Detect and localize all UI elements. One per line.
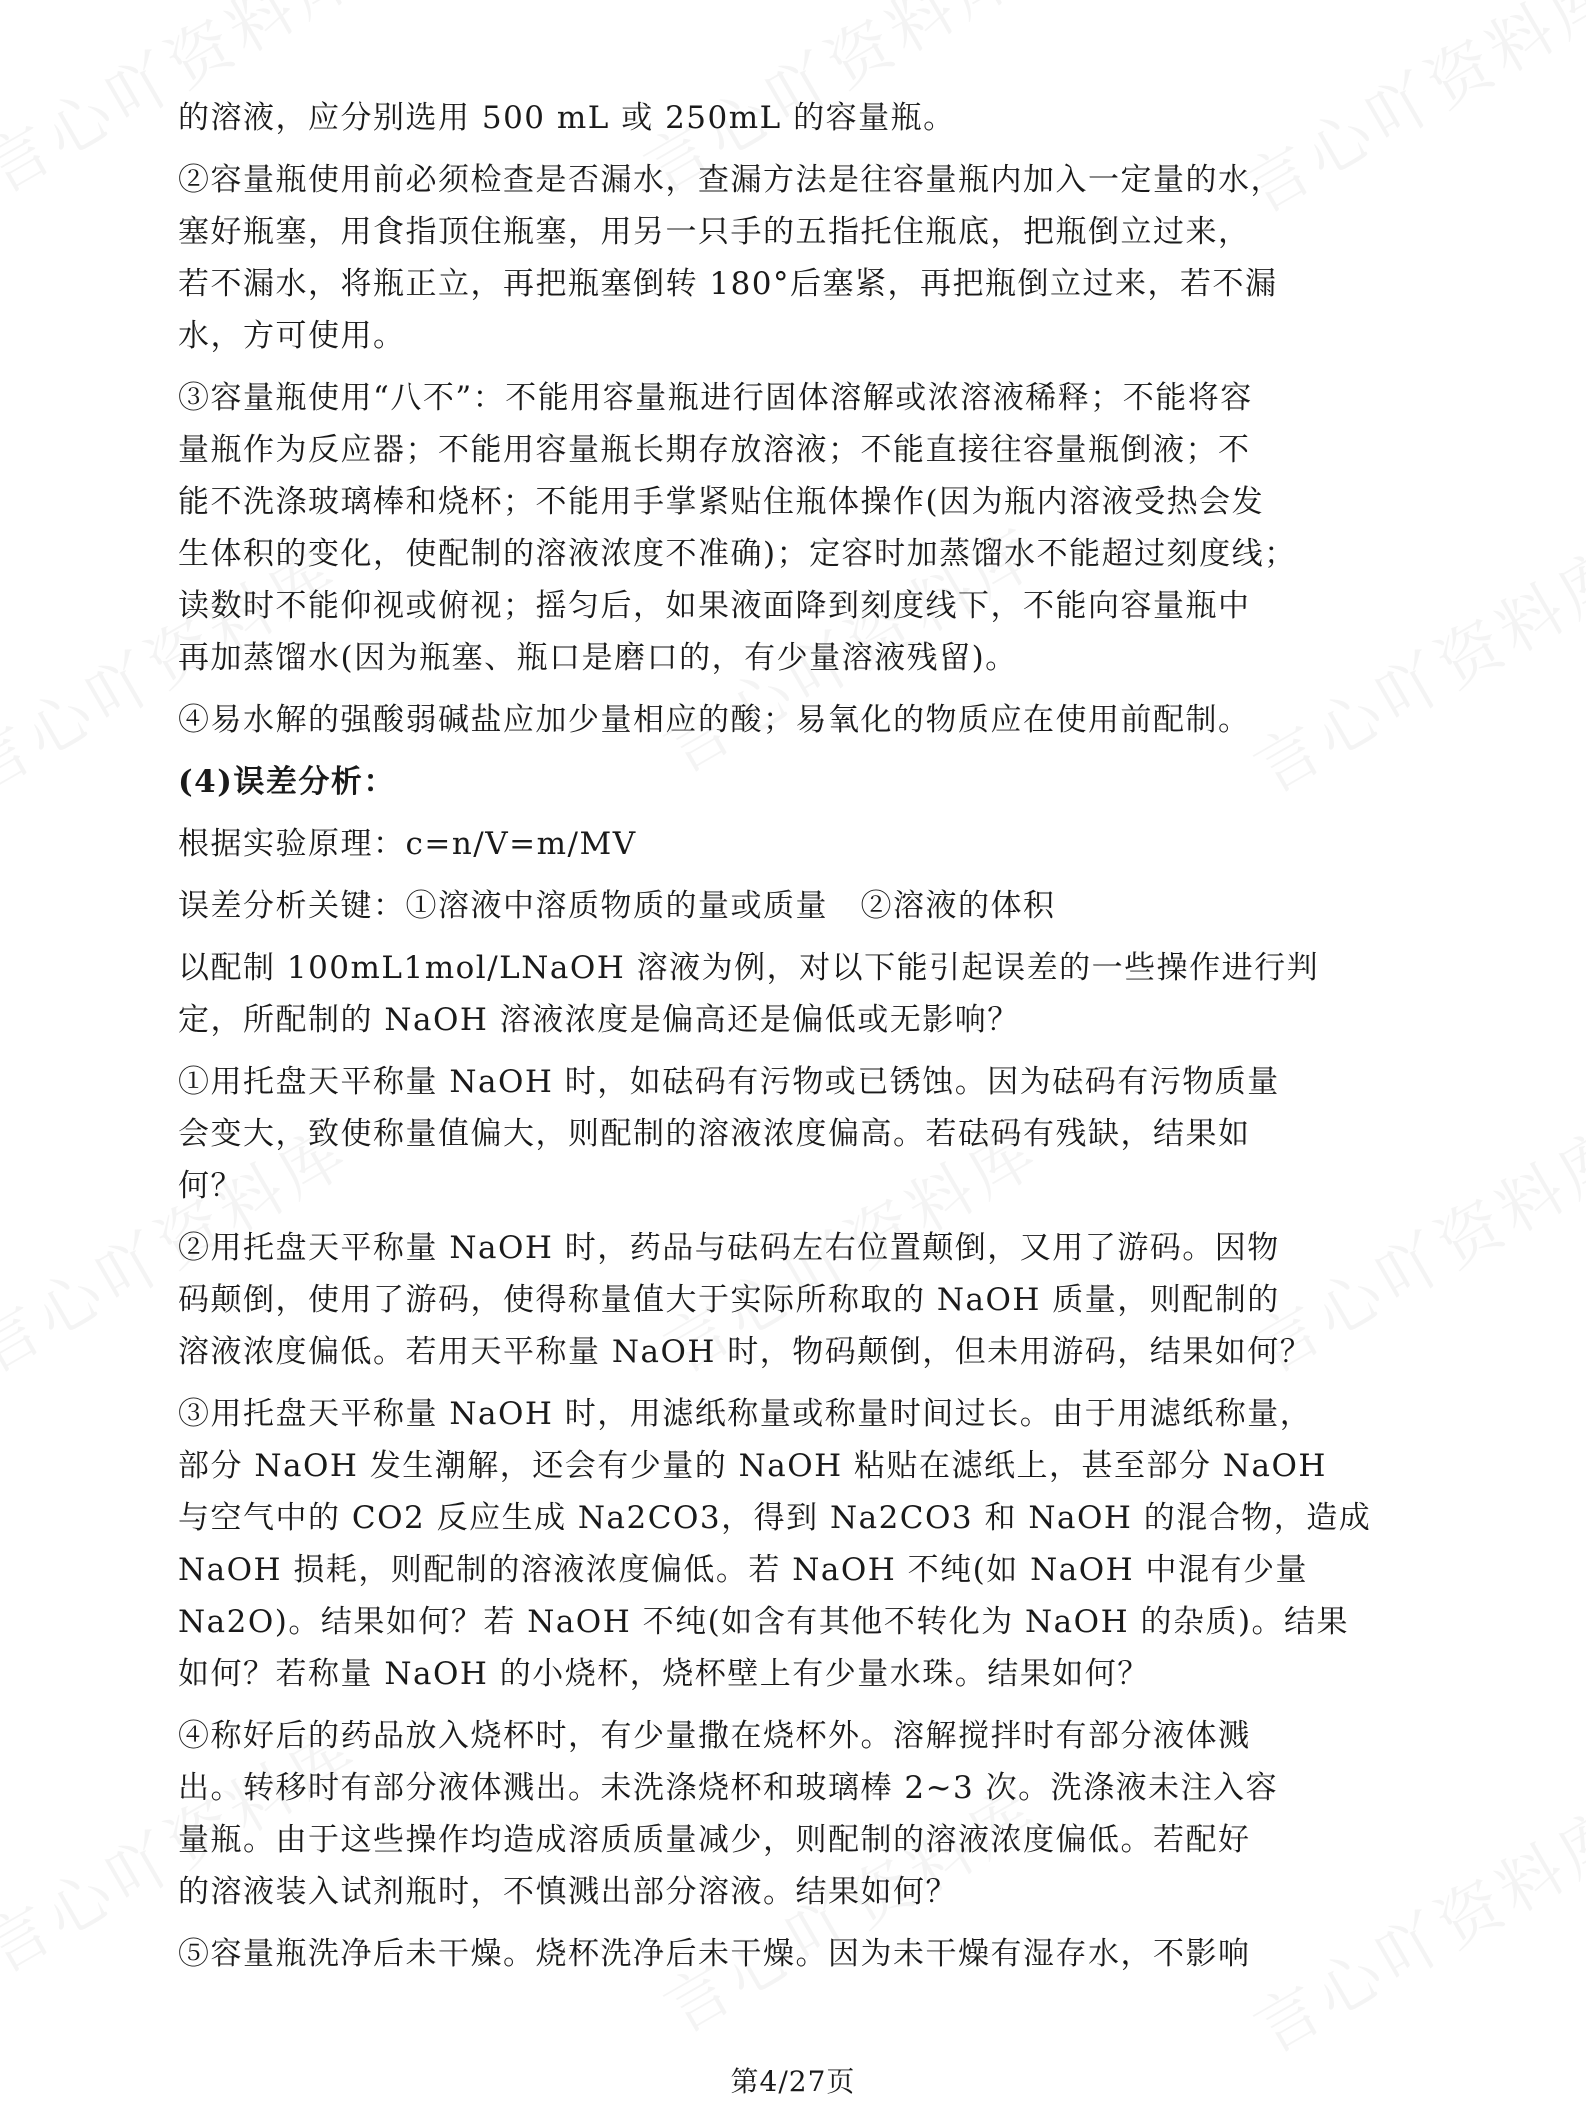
text-line: ③容量瓶使用“八不”：不能用容量瓶进行固体溶解或浓溶液稀释；不能将容 [178,380,1253,416]
text-line: 溶液浓度偏低。若用天平称量 NaOH 时，物码颠倒，但未用游码，结果如何？ [178,1334,1313,1370]
text-line: 会变大，致使称量值偏大，则配制的溶液浓度偏高。若砝码有残缺，结果如 [178,1116,1251,1152]
text-line: 以配制 100mL1mol/LNaOH 溶液为例，对以下能引起误差的一些操作进行判 [178,950,1320,986]
paragraph [178,154,1418,362]
paragraph [178,942,1418,1046]
text-line: ④称好后的药品放入烧杯时，有少量撒在烧杯外。溶解搅拌时有部分液体溅 [178,1718,1251,1754]
paragraph [178,694,1418,746]
text-line: ④易水解的强酸弱碱盐应加少量相应的酸；易氧化的物质应在使用前配制。 [178,702,1251,738]
text-line: ②容量瓶使用前必须检查是否漏水，查漏方法是往容量瓶内加入一定量的水， [178,162,1283,198]
text-line: Na2O)。结果如何？若 NaOH 不纯(如含有其他不转化为 NaOH 的杂质)。结果 [178,1604,1350,1640]
paragraph [178,372,1418,684]
paragraph [178,92,1418,144]
text-line: 如何？若称量 NaOH 的小烧杯，烧杯壁上有少量水珠。结果如何？ [178,1656,1150,1692]
paragraph [178,1222,1418,1378]
text-line: (4)误差分析： [178,764,396,800]
text-line: 生体积的变化，使配制的溶液浓度不准确)；定容时加蒸馏水不能超过刻度线； [178,536,1297,572]
paragraph [178,1056,1418,1212]
text-line: 水，方可使用。 [178,318,406,354]
text-line: 与空气中的 CO2 反应生成 Na2CO3，得到 Na2CO3 和 NaOH 的混合物，造成 [178,1500,1372,1536]
paragraph [178,880,1418,932]
text-line: 再加蒸馏水(因为瓶塞、瓶口是磨口的，有少量溶液残留)。 [178,640,1018,676]
document-body [178,92,1418,1980]
text-line: 的溶液，应分别选用 500 mL 或 250mL 的容量瓶。 [178,100,956,136]
text-line: 量瓶。由于这些操作均造成溶质质量减少，则配制的溶液浓度偏低。若配好 [178,1822,1251,1858]
text-line: 误差分析关键：①溶液中溶质物质的量或质量 ②溶液的体积 [178,888,1056,924]
text-line: 塞好瓶塞，用食指顶住瓶塞，用另一只手的五指托住瓶底，把瓶倒立过来， [178,214,1251,250]
text-line: 部分 NaOH 发生潮解，还会有少量的 NaOH 粘贴在滤纸上，甚至部分 NaOH [178,1448,1327,1484]
section-heading [178,756,1418,808]
text-line: 量瓶作为反应器；不能用容量瓶长期存放溶液；不能直接往容量瓶倒液；不 [178,432,1251,468]
text-line: ②用托盘天平称量 NaOH 时，药品与砝码左右位置颠倒，又用了游码。因物 [178,1230,1280,1266]
text-line: 能不洗涤玻璃棒和烧杯；不能用手掌紧贴住瓶体操作(因为瓶内溶液受热会发 [178,484,1265,520]
text-line: 出。转移时有部分液体溅出。未洗涤烧杯和玻璃棒 2~3 次。洗涤液未注入容 [178,1770,1279,1806]
text-line: ①用托盘天平称量 NaOH 时，如砝码有污物或已锈蚀。因为砝码有污物质量 [178,1064,1280,1100]
text-line: 何？ [178,1168,243,1204]
text-line: 定，所配制的 NaOH 溶液浓度是偏高还是偏低或无影响？ [178,1002,1020,1038]
text-line: 根据实验原理：c=n/V=m/MV [178,826,637,862]
paragraph [178,1928,1418,1980]
page-number: 第4/27页 [730,2065,856,2098]
paragraph [178,1710,1418,1918]
text-line: ⑤容量瓶洗净后未干燥。烧杯洗净后未干燥。因为未干燥有湿存水，不影响 [178,1936,1251,1972]
text-line: 的溶液装入试剂瓶时，不慎溅出部分溶液。结果如何？ [178,1874,958,1910]
paragraph [178,818,1418,870]
text-line: 码颠倒，使用了游码，使得称量值大于实际所称取的 NaOH 质量，则配制的 [178,1282,1280,1318]
text-line: 读数时不能仰视或俯视；摇匀后，如果液面降到刻度线下，不能向容量瓶中 [178,588,1251,624]
text-line: NaOH 损耗，则配制的溶液浓度偏低。若 NaOH 不纯(如 NaOH 中混有少量 [178,1552,1309,1588]
text-line: 若不漏水，将瓶正立，再把瓶塞倒转 180°后塞紧，再把瓶倒立过来，若不漏 [178,266,1278,302]
text-line: ③用托盘天平称量 NaOH 时，用滤纸称量或称量时间过长。由于用滤纸称量， [178,1396,1313,1432]
paragraph [178,1388,1418,1700]
